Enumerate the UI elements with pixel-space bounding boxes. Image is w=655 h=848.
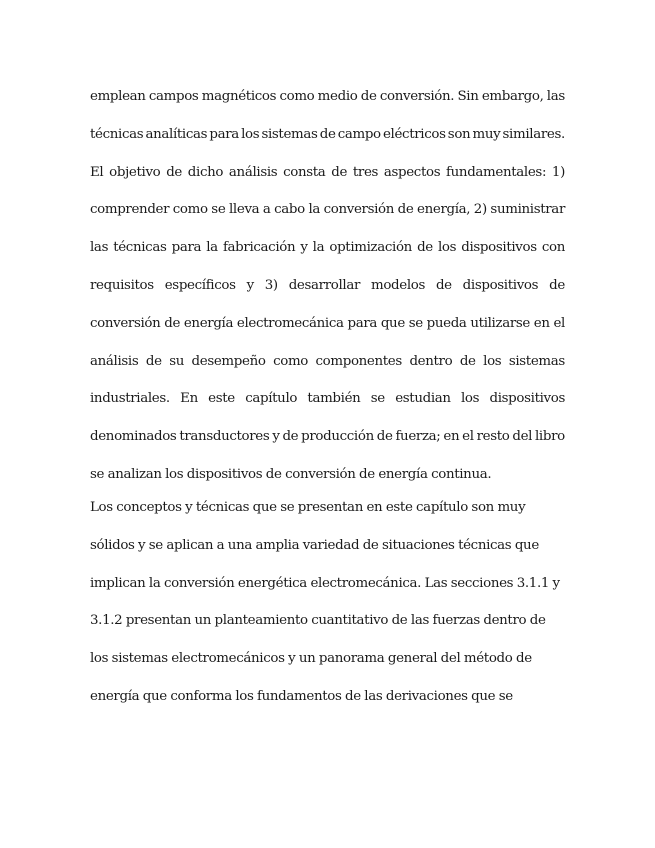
text-line: emplean campos magnéticos como medio de conversión. Sin embargo, las [90, 89, 565, 104]
text-line: las técnicas para la fabricación y la optimización de los dispositivos con [90, 240, 565, 256]
paragraph-2 [90, 489, 565, 716]
text-line: comprender como se lleva a cabo la conversión de energía, 2) suministrar [90, 202, 565, 218]
text-line: 3.1.2 presentan un planteamiento cuantitativo de las fuerzas dentro de [90, 613, 546, 629]
text-line: análisis de su desempeño como componentes dentro de los sistemas [90, 353, 565, 369]
text-line: Los conceptos y técnicas que se presentan en este capítulo son muy [90, 500, 526, 515]
text-line: se analizan los dispositivos de conversión de energía continua. [90, 466, 492, 482]
text-line: técnicas analíticas para los sistemas de campo eléctricos son muy similares. [90, 126, 565, 142]
text-line: industriales. En este capítulo también se estudian los dispositivos [90, 391, 565, 407]
text-line: sólidos y se aplican a una amplia variedad de situaciones técnicas que [90, 537, 539, 553]
text-line: implican la conversión energética electromecánica. Las secciones 3.1.1 y [90, 575, 560, 591]
paragraph-1 [90, 78, 565, 494]
text-line: energía que conforma los fundamentos de las derivaciones que se [90, 688, 513, 704]
text-line: El objetivo de dicho análisis consta de tres aspectos fundamentales: 1) [90, 164, 565, 180]
text-line: conversión de energía electromecánica para que se pueda utilizarse en el [90, 315, 565, 331]
text-line: requisitos específicos y 3) desarrollar modelos de dispositivos de [90, 277, 565, 293]
text-line: denominados transductores y de producción de fuerza; en el resto del libro [90, 429, 565, 445]
text-line: los sistemas electromecánicos y un panorama general del método de [90, 651, 532, 667]
